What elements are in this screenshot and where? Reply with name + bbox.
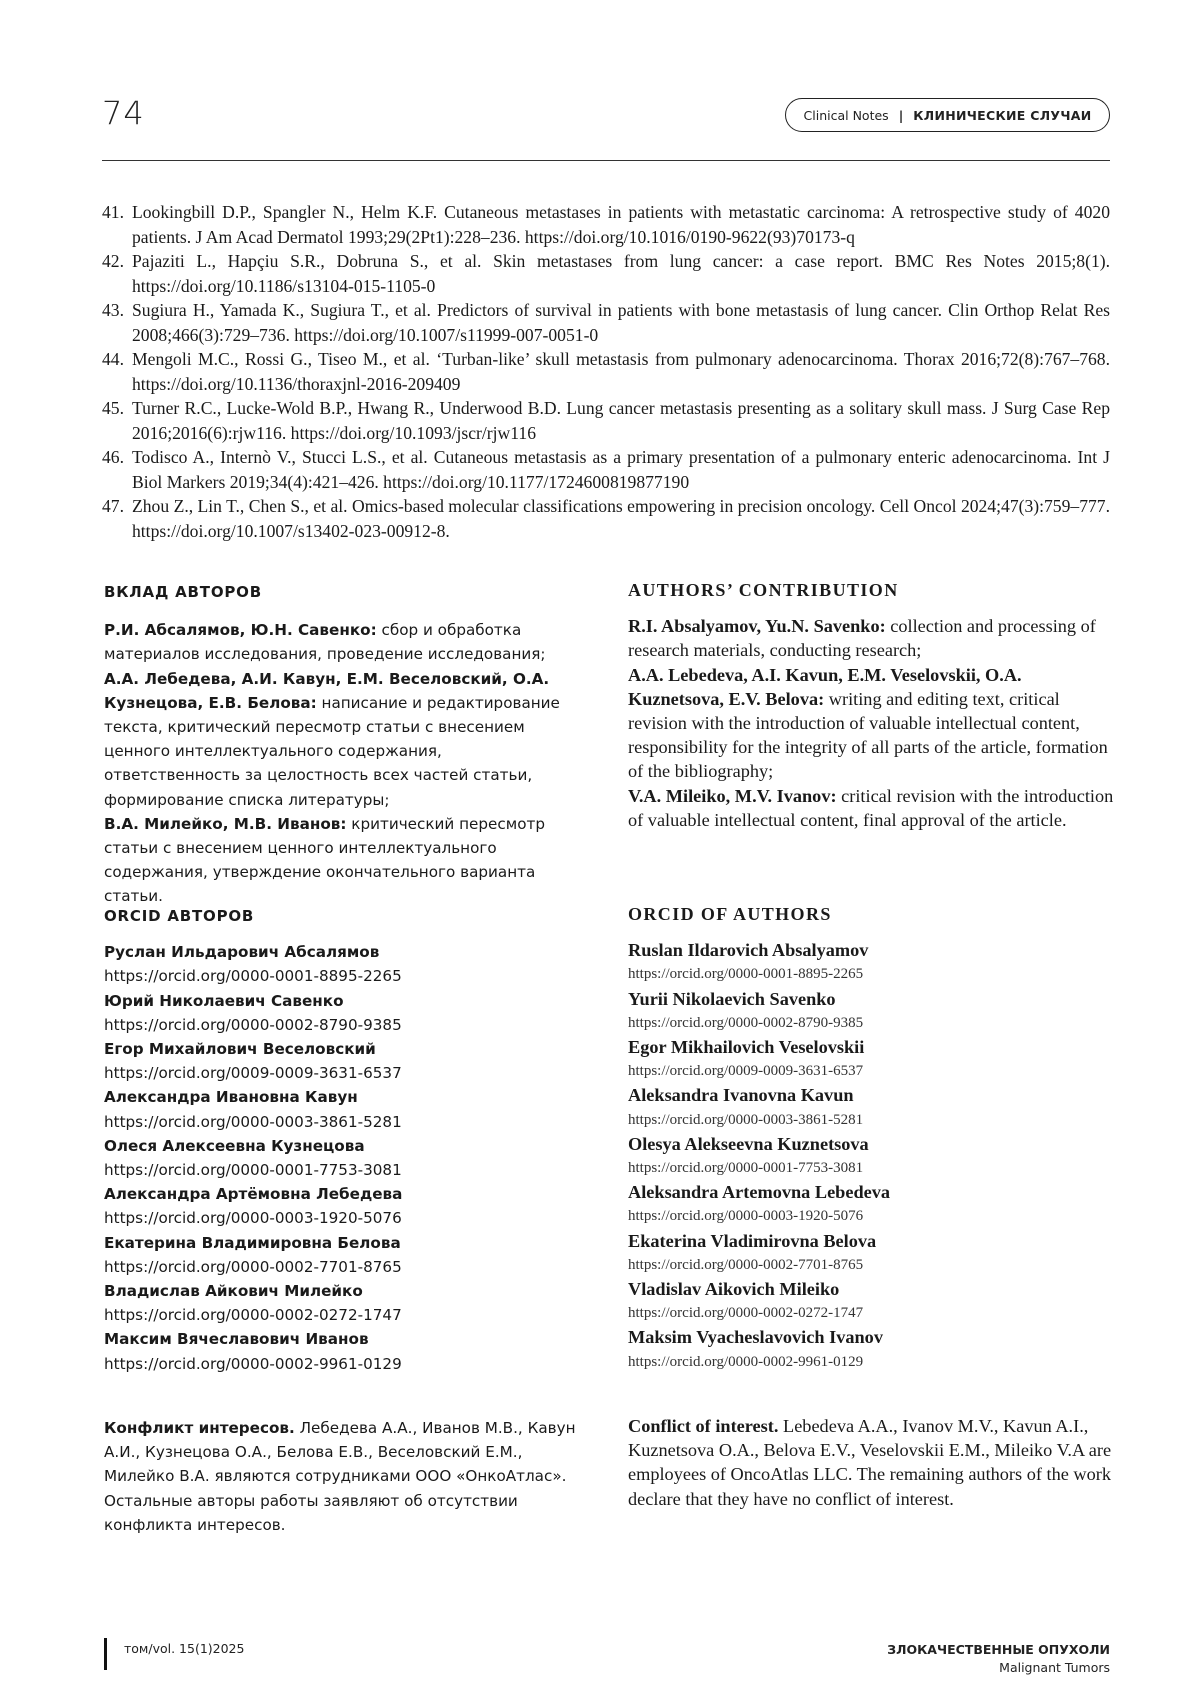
reference-text: Sugiura H., Yamada K., Sugiura T., et al. Predictors of survival in patients with bone metastasis of lung cancer. Clin Orthop Relat Res 2008;466(3):729–736. https://doi.org/10.1007/s11999-007-0051-0 (132, 298, 1110, 347)
contribution-heading-en: AUTHORS’ CONTRIBUTION (628, 578, 1118, 602)
orcid-author-name: Aleksandra Ivanovna Kavun (628, 1083, 1118, 1107)
reference-number: 44. (102, 347, 132, 396)
orcid-link[interactable]: https://orcid.org/0000-0002-7701-8765 (104, 1255, 582, 1279)
reference-item (102, 494, 1110, 543)
footer-journal (887, 1641, 1110, 1677)
conflict-ru (104, 1416, 582, 1537)
reference-item (102, 347, 1110, 396)
contribution-authors: Р.И. Абсалямов, Ю.Н. Савенко: (104, 621, 377, 639)
section-label-en: Clinical Notes (804, 108, 889, 123)
contribution-role: critical revision with the introduction of valuable intellectual content, final approval of the article. (628, 786, 1113, 830)
orcid-link[interactable]: https://orcid.org/0000-0001-8895-2265 (628, 962, 1118, 986)
reference-list (102, 200, 1110, 543)
orcid-link[interactable]: https://orcid.org/0000-0003-1920-5076 (104, 1206, 582, 1230)
orcid-link[interactable]: https://orcid.org/0000-0002-8790-9385 (104, 1013, 582, 1037)
orcid-author-name: Владислав Айкович Милейко (104, 1279, 582, 1303)
contribution-authors: A.A. Lebedeva, A.I. Kavun, E.M. Veselovskii, O.A. Kuznetsova, E.V. Belova: (628, 665, 1022, 709)
orcid-author-name: Екатерина Владимировна Белова (104, 1231, 582, 1255)
contribution-role: writing and editing text, critical revision with the introduction of valuable intellectual content, responsibility for the integrity of all parts of the article, formation of the bibliography; (628, 689, 1108, 782)
reference-item (102, 298, 1110, 347)
reference-text: Pajaziti L., Hapçiu S.R., Dobruna S., et al. Skin metastases from lung cancer: a case report. BMC Res Notes 2015;8(1). https://doi.org/10.1186/s13104-015-1105-0 (132, 249, 1110, 298)
reference-text: Todisco A., Internò V., Stucci L.S., et al. Cutaneous metastasis as a primary presentation of a pulmonary enteric adenocarcinoma. Int J Biol Markers 2019;34(4):421–426. https://doi.org/10.1177/1724600819877190 (132, 445, 1110, 494)
reference-item (102, 396, 1110, 445)
reference-text: Lookingbill D.P., Spangler N., Helm K.F. Cutaneous metastases in patients with metastatic carcinoma: A retrospective study of 4020 patients. J Am Acad Dermatol 1993;29(2Pt1):228–236. https://doi.org/10.1016/0190-9622(93)70173-q (132, 200, 1110, 249)
header-divider (102, 160, 1110, 161)
orcid-link[interactable]: https://orcid.org/0000-0002-8790-9385 (628, 1011, 1118, 1035)
orcid-author-name: Ruslan Ildarovich Absalyamov (628, 938, 1118, 962)
footer-bar (104, 1638, 107, 1670)
section-label-ru: КЛИНИЧЕСКИЕ СЛУЧАИ (913, 108, 1091, 123)
orcid-author-name: Aleksandra Artemovna Lebedeva (628, 1180, 1118, 1204)
orcid-link[interactable]: https://orcid.org/0009-0009-3631-6537 (628, 1059, 1118, 1083)
contribution-authors: R.I. Absalyamov, Yu.N. Savenko: (628, 616, 886, 636)
orcid-link[interactable]: https://orcid.org/0000-0002-9961-0129 (628, 1350, 1118, 1374)
conflict-label: Конфликт интересов. (104, 1419, 295, 1437)
orcid-author-name: Egor Mikhailovich Veselovskii (628, 1035, 1118, 1059)
reference-number: 42. (102, 249, 132, 298)
reference-item (102, 249, 1110, 298)
orcid-author-name: Александра Ивановна Кавун (104, 1085, 582, 1109)
reference-item (102, 200, 1110, 249)
orcid-author-name: Руслан Ильдарович Абсалямов (104, 940, 582, 964)
orcid-author-name: Александра Артёмовна Лебедева (104, 1182, 582, 1206)
orcid-link[interactable]: https://orcid.org/0009-0009-3631-6537 (104, 1061, 582, 1085)
reference-number: 46. (102, 445, 132, 494)
contribution-authors: V.A. Mileiko, M.V. Ivanov: (628, 786, 837, 806)
contribution-role: сбор и обработка материалов исследования, проведение исследования; (104, 621, 546, 663)
contribution-role: написание и редактирование текста, критический пересмотр статьи с внесением ценного интеллектуального содержания, ответственность за целостность всех частей статьи, формирование списка литературы; (104, 694, 560, 809)
orcid-author-name: Олеся Алексеевна Кузнецова (104, 1134, 582, 1158)
journal-title-ru: ЗЛОКАЧЕСТВЕННЫЕ ОПУХОЛИ (887, 1641, 1110, 1659)
orcid-author-name: Maksim Vyacheslavovich Ivanov (628, 1325, 1118, 1349)
footer-volume: том/vol. 15(1)2025 (124, 1641, 244, 1656)
contribution-authors: А.А. Лебедева, А.И. Кавун, Е.М. Веселовский, О.А. Кузнецова, Е.В. Белова: (104, 670, 549, 712)
journal-title-en: Malignant Tumors (887, 1659, 1110, 1677)
contribution-authors: В.А. Милейко, М.В. Иванов: (104, 815, 346, 833)
conflict-text: Lebedeva A.A., Ivanov M.V., Kavun A.I., Kuznetsova O.A., Belova E.V., Veselovskii E.M., Mileiko V.A are employees of OncoAtlas LLC. The remaining authors of the work declare that they have no conflict of interest. (628, 1416, 1111, 1509)
orcid-author-name: Yurii Nikolaevich Savenko (628, 987, 1118, 1011)
orcid-en (628, 902, 1118, 1374)
contribution-role: критический пересмотр статьи с внесением ценного интеллектуального содержания, утверждение окончательного варианта статьи. (104, 815, 545, 906)
contribution-heading-ru: ВКЛАД АВТОРОВ (104, 580, 582, 604)
reference-text: Zhou Z., Lin T., Chen S., et al. Omics-based molecular classifications empowering in precision oncology. Cell Oncol 2024;47(3):759–777. https://doi.org/10.1007/s13402-023-00912-8. (132, 494, 1110, 543)
conflict-paragraph-en (628, 1414, 1118, 1511)
orcid-link[interactable]: https://orcid.org/0000-0002-7701-8765 (628, 1253, 1118, 1277)
orcid-author-name: Егор Михайлович Веселовский (104, 1037, 582, 1061)
contribution-paragraph-en (628, 614, 1118, 832)
contribution-en (628, 578, 1118, 832)
reference-text: Turner R.C., Lucke-Wold B.P., Hwang R., Underwood B.D. Lung cancer metastasis presenting as a solitary skull mass. J Surg Case Rep 2016;2016(6):rjw116. https://doi.org/10.1093/jscr/rjw116 (132, 396, 1110, 445)
orcid-link[interactable]: https://orcid.org/0000-0003-3861-5281 (104, 1110, 582, 1134)
orcid-author-name: Юрий Николаевич Савенко (104, 989, 582, 1013)
orcid-link[interactable]: https://orcid.org/0000-0001-8895-2265 (104, 964, 582, 988)
conflict-label: Conflict of interest. (628, 1416, 778, 1436)
orcid-link[interactable]: https://orcid.org/0000-0002-0272-1747 (628, 1301, 1118, 1325)
orcid-ru (104, 904, 582, 1376)
conflict-paragraph-ru (104, 1416, 582, 1537)
orcid-author-name: Vladislav Aikovich Mileiko (628, 1277, 1118, 1301)
contribution-role: collection and processing of research materials, conducting research; (628, 616, 1096, 660)
conflict-text: Лебедева А.А., Иванов М.В., Кавун А.И., Кузнецова О.А., Белова Е.В., Веселовский Е.М., Милейко В.А. являются сотрудниками ООО «ОнкоАтлас». Остальные авторы работы заявляют об отсутствии конфликта интересов. (104, 1419, 576, 1534)
reference-item (102, 445, 1110, 494)
conflict-en (628, 1414, 1118, 1511)
orcid-link[interactable]: https://orcid.org/0000-0003-3861-5281 (628, 1108, 1118, 1132)
reference-text: Mengoli M.C., Rossi G., Tiseo M., et al. ‘Turban-like’ skull metastasis from pulmonary adenocarcinoma. Thorax 2016;72(8):767–768. https://doi.org/10.1136/thoraxjnl-2016-209409 (132, 347, 1110, 396)
orcid-link[interactable]: https://orcid.org/0000-0001-7753-3081 (628, 1156, 1118, 1180)
orcid-heading-en: ORCID OF AUTHORS (628, 902, 1118, 926)
orcid-link[interactable]: https://orcid.org/0000-0002-9961-0129 (104, 1352, 582, 1376)
orcid-link[interactable]: https://orcid.org/0000-0003-1920-5076 (628, 1204, 1118, 1228)
orcid-author-name: Olesya Alekseevna Kuznetsova (628, 1132, 1118, 1156)
contribution-ru (104, 580, 582, 909)
reference-number: 41. (102, 200, 132, 249)
orcid-link[interactable]: https://orcid.org/0000-0002-0272-1747 (104, 1303, 582, 1327)
reference-number: 47. (102, 494, 132, 543)
orcid-author-name: Ekaterina Vladimirovna Belova (628, 1229, 1118, 1253)
reference-number: 45. (102, 396, 132, 445)
section-separator: | (899, 108, 904, 123)
reference-number: 43. (102, 298, 132, 347)
orcid-heading-ru: ORCID АВТОРОВ (104, 904, 582, 928)
orcid-link[interactable]: https://orcid.org/0000-0001-7753-3081 (104, 1158, 582, 1182)
section-badge (785, 98, 1110, 132)
page-number: 74 (102, 94, 145, 132)
contribution-paragraph-ru (104, 618, 582, 908)
orcid-author-name: Максим Вячеславович Иванов (104, 1327, 582, 1351)
